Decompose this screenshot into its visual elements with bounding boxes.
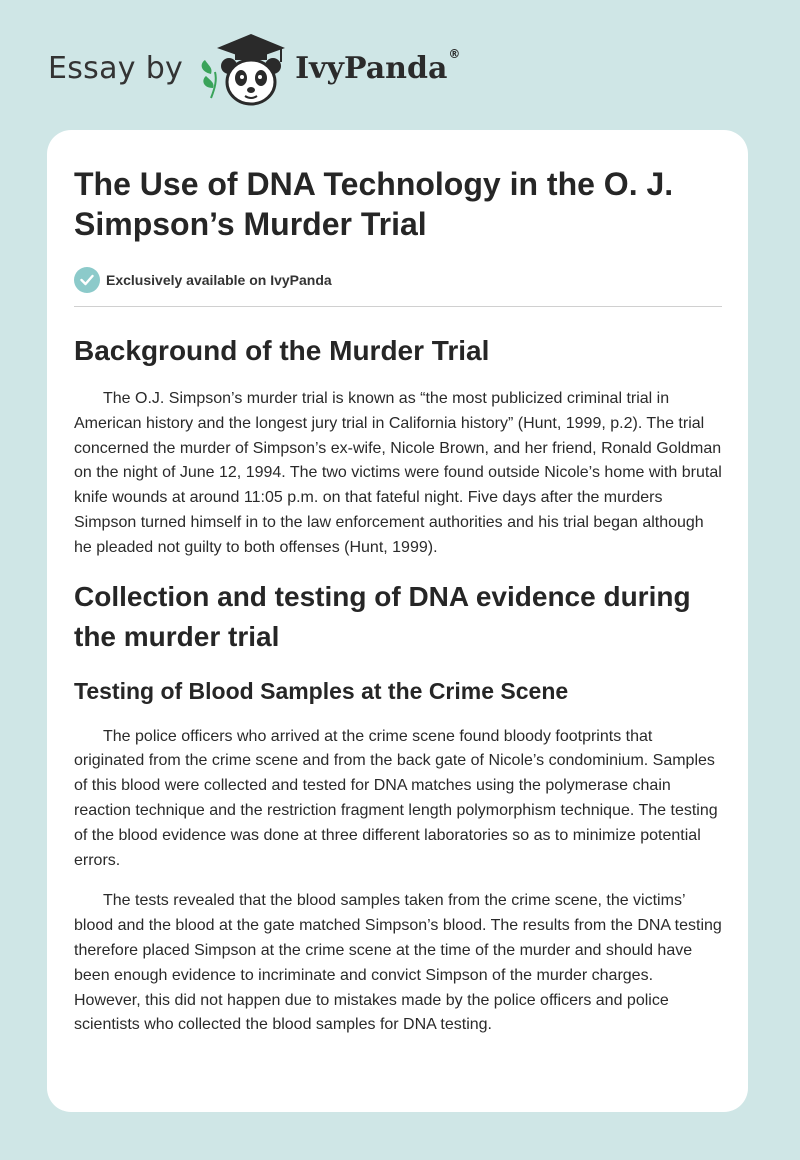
brand-name-text: IvyPanda [295, 50, 448, 86]
leaf-icon [202, 60, 216, 98]
section-heading-background: Background of the Murder Trial [74, 335, 490, 366]
section-heading-dna-evidence: Collection and testing of DNA evidence during the murder trial [74, 580, 691, 652]
registered-mark: ® [448, 46, 461, 61]
site-header [48, 28, 508, 108]
check-circle-icon [74, 267, 100, 293]
paragraph: The tests revealed that the blood samples taken from the crime scene, the victims’ blood and the blood at the gate matched Simpson’s blood. The results from the DNA testing therefore placed Simpson at the crime scene at the time of the murder and should have been enough evidence to incriminate and convict Simpson of the murder charges. However, this did not happen due to mistakes made by the police officers and police scientists who collected the blood samples for DNA testing. [74, 892, 722, 1034]
article-card [47, 130, 748, 1112]
paragraph: The O.J. Simpson’s murder trial is known as “the most publicized criminal trial in American history and the longest jury trial in California history” (Hunt, 1999, p.2). The trial concerned the murder of Simpson’s ex-wife, Nicole Brown, and her friend, Ronald Goldman on the night of June 12, 1994. The two victims were found outside Nicole’s home with brutal knife wounds at around 11:05 p.m. on that fateful night. Five days after the murders Simpson turned himself in to the law enforcement authorities and his trial began although he pleaded not guilty to both offenses (Hunt, 1999). [74, 390, 722, 556]
article-title: The Use of DNA Technology in the O. J. Simpson’s Murder Trial [74, 166, 674, 242]
brand-name[interactable] [295, 46, 461, 86]
exclusive-badge-text: Exclusively available on IvyPanda [106, 272, 332, 288]
brand-prefix: Essay by [48, 50, 184, 86]
subsection-heading-blood-samples: Testing of Blood Samples at the Crime Scene [74, 677, 569, 704]
panda-graduate-logo-icon[interactable] [197, 28, 289, 108]
exclusive-badge [74, 266, 722, 307]
paragraph: The police officers who arrived at the crime scene found bloody footprints that originated from the crime scene and from the back gate of Nicole’s condominium. Samples of this blood were collected and tested for DNA matches using the polymerase chain reaction technique and the restriction fragment length polymorphism technique. The testing of the blood evidence was done at three different laboratories so as to minimize potential errors. [74, 727, 718, 869]
